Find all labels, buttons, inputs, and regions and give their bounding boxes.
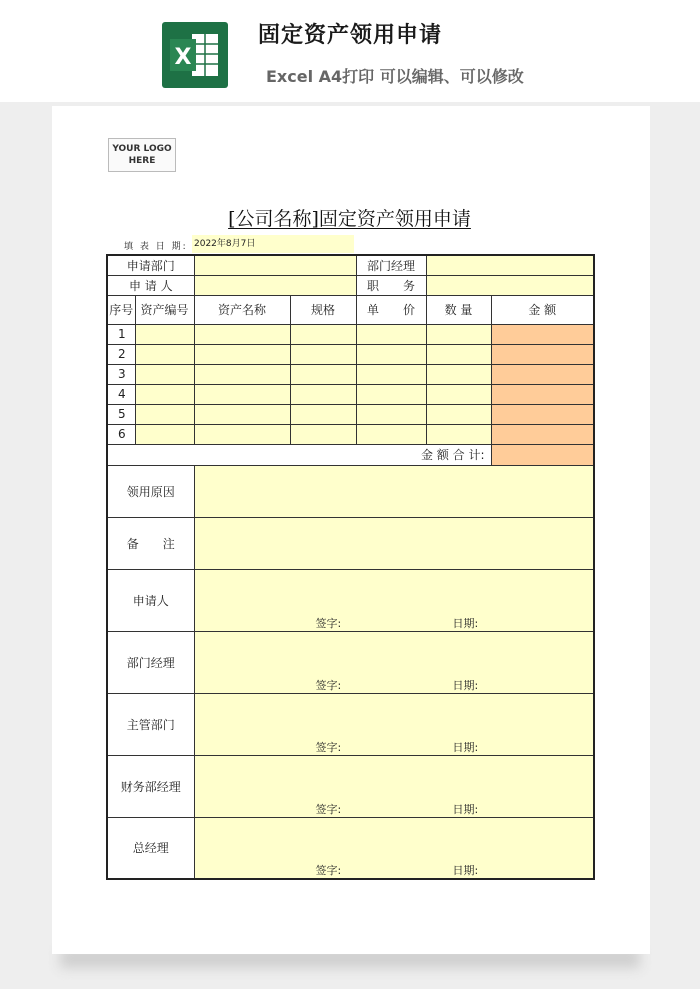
cell-spec[interactable]	[290, 344, 356, 364]
cell-spec[interactable]	[290, 364, 356, 384]
sign-date-label: 日期:	[452, 678, 479, 692]
remark-field[interactable]	[194, 517, 594, 569]
sign-section-applicant[interactable]	[194, 569, 594, 631]
cell-quantity[interactable]	[426, 404, 491, 424]
col-header-unit-price: 单 价	[356, 295, 426, 324]
cell-quantity[interactable]	[426, 344, 491, 364]
reason-label: 领用原因	[107, 465, 194, 517]
cell-spec[interactable]	[290, 404, 356, 424]
date-field[interactable]: 2022年8月7日	[192, 235, 354, 253]
cell-asset-name[interactable]	[194, 364, 290, 384]
cell-amount[interactable]	[491, 344, 594, 364]
cell-amount[interactable]	[491, 384, 594, 404]
page-subtitle: Excel A4打印 可以编辑、可以修改	[266, 67, 524, 86]
cell-unit-price[interactable]	[356, 364, 426, 384]
row-number: 1	[107, 324, 135, 344]
dept-manager-field[interactable]	[426, 255, 594, 275]
row-number: 4	[107, 384, 135, 404]
sign-section-general-manager-label: 总经理	[107, 817, 194, 879]
signature-label: 签字:	[315, 802, 342, 816]
logo-line-1: YOUR LOGO	[112, 144, 172, 154]
sign-section-applicant-label: 申请人	[107, 569, 194, 631]
total-label: 金 额 合 计:	[107, 444, 491, 465]
svg-text:X: X	[174, 45, 192, 70]
signature-label: 签字:	[315, 616, 342, 630]
cell-unit-price[interactable]	[356, 344, 426, 364]
applicant-field[interactable]	[194, 275, 356, 295]
cell-amount[interactable]	[491, 424, 594, 444]
dept-label: 申请部门	[107, 255, 194, 275]
cell-asset-name[interactable]	[194, 324, 290, 344]
cell-asset-code[interactable]	[135, 364, 194, 384]
row-number: 6	[107, 424, 135, 444]
date-label: 填 表 日 期:	[124, 242, 188, 252]
table-row	[107, 404, 594, 424]
cell-unit-price[interactable]	[356, 324, 426, 344]
sign-date-label: 日期:	[452, 802, 479, 816]
table-row	[107, 384, 594, 404]
row-number: 5	[107, 404, 135, 424]
cell-quantity[interactable]	[426, 364, 491, 384]
cell-quantity[interactable]	[426, 424, 491, 444]
application-form-table	[106, 254, 595, 880]
company-logo-placeholder	[108, 138, 176, 172]
cell-asset-name[interactable]	[194, 384, 290, 404]
header-bar	[0, 0, 700, 102]
sign-section-dept-manager[interactable]	[194, 631, 594, 693]
sign-section-general-manager[interactable]	[194, 817, 594, 879]
signature-label: 签字:	[315, 740, 342, 754]
row-number: 2	[107, 344, 135, 364]
cell-unit-price[interactable]	[356, 424, 426, 444]
cell-quantity[interactable]	[426, 384, 491, 404]
cell-spec[interactable]	[290, 384, 356, 404]
sign-section-finance-manager-label: 财务部经理	[107, 755, 194, 817]
sign-date-label: 日期:	[452, 864, 479, 877]
position-label: 职 务	[356, 275, 426, 295]
total-amount-field[interactable]	[491, 444, 594, 465]
sign-section-supervisor-dept-label: 主管部门	[107, 693, 194, 755]
cell-amount[interactable]	[491, 364, 594, 384]
col-header-index: 序号	[107, 295, 135, 324]
table-row	[107, 364, 594, 384]
cell-asset-code[interactable]	[135, 344, 194, 364]
sign-date-label: 日期:	[452, 740, 479, 754]
cell-spec[interactable]	[290, 424, 356, 444]
position-field[interactable]	[426, 275, 594, 295]
cell-unit-price[interactable]	[356, 384, 426, 404]
col-header-amount: 金 额	[491, 295, 594, 324]
signature-label: 签字:	[315, 864, 342, 877]
sign-section-supervisor-dept[interactable]	[194, 693, 594, 755]
signature-label: 签字:	[315, 678, 342, 692]
cell-amount[interactable]	[491, 324, 594, 344]
reason-field[interactable]	[194, 465, 594, 517]
cell-asset-code[interactable]	[135, 424, 194, 444]
table-row	[107, 424, 594, 444]
logo-line-2: HERE	[128, 156, 156, 166]
document-title: [公司名称]固定资产领用申请	[228, 208, 471, 230]
remark-label: 备 注	[107, 517, 194, 569]
cell-spec[interactable]	[290, 324, 356, 344]
sign-date-label: 日期:	[452, 616, 479, 630]
col-header-asset-name: 资产名称	[194, 295, 290, 324]
cell-asset-code[interactable]	[135, 324, 194, 344]
sign-section-finance-manager[interactable]	[194, 755, 594, 817]
col-header-quantity: 数 量	[426, 295, 491, 324]
row-number: 3	[107, 364, 135, 384]
cell-amount[interactable]	[491, 404, 594, 424]
dept-manager-label: 部门经理	[356, 255, 426, 275]
cell-asset-code[interactable]	[135, 384, 194, 404]
excel-icon	[162, 22, 228, 88]
table-row	[107, 344, 594, 364]
cell-unit-price[interactable]	[356, 404, 426, 424]
cell-asset-name[interactable]	[194, 344, 290, 364]
col-header-asset-code: 资产编号	[135, 295, 194, 324]
sign-section-dept-manager-label: 部门经理	[107, 631, 194, 693]
table-row	[107, 324, 594, 344]
cell-quantity[interactable]	[426, 324, 491, 344]
cell-asset-code[interactable]	[135, 404, 194, 424]
cell-asset-name[interactable]	[194, 404, 290, 424]
page-title: 固定资产领用申请	[258, 23, 443, 48]
dept-field[interactable]	[194, 255, 356, 275]
cell-asset-name[interactable]	[194, 424, 290, 444]
col-header-spec: 规格	[290, 295, 356, 324]
applicant-label: 申 请 人	[107, 275, 194, 295]
